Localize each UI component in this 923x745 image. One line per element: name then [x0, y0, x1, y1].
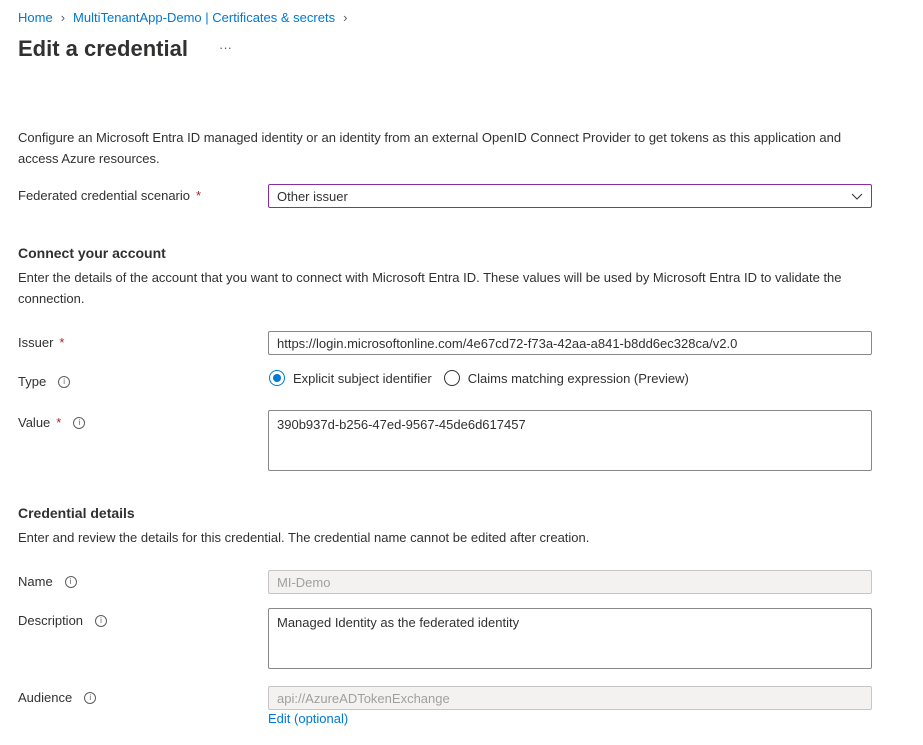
info-icon[interactable]: i	[84, 692, 96, 704]
name-label	[18, 574, 77, 589]
connect-heading: Connect your account	[18, 245, 166, 261]
info-icon[interactable]: i	[65, 576, 77, 588]
label-text: Name	[18, 574, 53, 589]
label-text: Audience	[18, 690, 73, 705]
audience-label	[18, 690, 96, 705]
radio-explicit-subject[interactable]	[269, 370, 432, 386]
required-mark: *	[56, 415, 62, 430]
required-mark: *	[196, 188, 202, 203]
radio-label: Claims matching expression (Preview)	[467, 370, 689, 386]
name-input[interactable]: MI-Demo	[268, 570, 872, 594]
breadcrumb-home[interactable]: Home	[18, 10, 53, 25]
info-icon[interactable]: i	[73, 417, 85, 429]
type-label	[18, 374, 70, 389]
value-label	[18, 415, 85, 430]
breadcrumb-app[interactable]: MultiTenantApp-Demo | Certificates & secrets	[73, 10, 336, 25]
issuer-label	[18, 335, 64, 350]
value-textarea[interactable]: 390b937d-b256-47ed-9567-45de6d617457	[268, 410, 872, 471]
label-text: Issuer	[18, 335, 54, 350]
radio-claims-matching[interactable]	[444, 370, 689, 386]
description-textarea[interactable]: Managed Identity as the federated identity	[268, 608, 872, 669]
radio-unchecked-icon	[444, 370, 460, 386]
chevron-down-icon	[851, 189, 863, 204]
more-options-button[interactable]: ···	[219, 40, 232, 55]
radio-label: Explicit subject identifier	[293, 370, 432, 386]
label-text: Type	[18, 374, 47, 389]
audience-input[interactable]: api://AzureADTokenExchange	[268, 686, 872, 710]
scenario-dropdown[interactable]	[268, 184, 872, 208]
details-heading: Credential details	[18, 505, 135, 521]
label-text: Description	[18, 613, 84, 628]
required-mark: *	[59, 335, 65, 350]
label-text: Federated credential scenario	[18, 188, 190, 203]
description-label	[18, 613, 107, 628]
chevron-right-icon: ›	[343, 10, 348, 25]
breadcrumb	[18, 10, 347, 25]
label-text: Value	[18, 415, 51, 430]
type-radio-group	[269, 370, 701, 386]
connect-desc: Enter the details of the account that you want to connect with Microsoft Entra ID. These values will be used by Microsoft Entra ID to validate the connection.	[18, 270, 842, 306]
details-desc: Enter and review the details for this credential. The credential name cannot be edited after creation.	[18, 530, 590, 545]
info-icon[interactable]: i	[58, 376, 70, 388]
info-icon[interactable]: i	[95, 615, 107, 627]
radio-checked-icon	[269, 370, 285, 386]
edit-audience-link[interactable]: Edit (optional)	[268, 711, 349, 726]
dropdown-value: Other issuer	[277, 188, 348, 204]
page-title: Edit a credential	[18, 36, 188, 61]
issuer-input[interactable]: https://login.microsoftonline.com/4e67cd72-f73a-42aa-a841-b8dd6ec328ca/v2.0	[268, 331, 872, 355]
intro-text: Configure an Microsoft Entra ID managed identity or an identity from an external OpenID Connect Provider to get tokens as this application and access Azure resources.	[18, 130, 842, 166]
scenario-label	[18, 188, 201, 203]
chevron-right-icon: ›	[60, 10, 66, 25]
